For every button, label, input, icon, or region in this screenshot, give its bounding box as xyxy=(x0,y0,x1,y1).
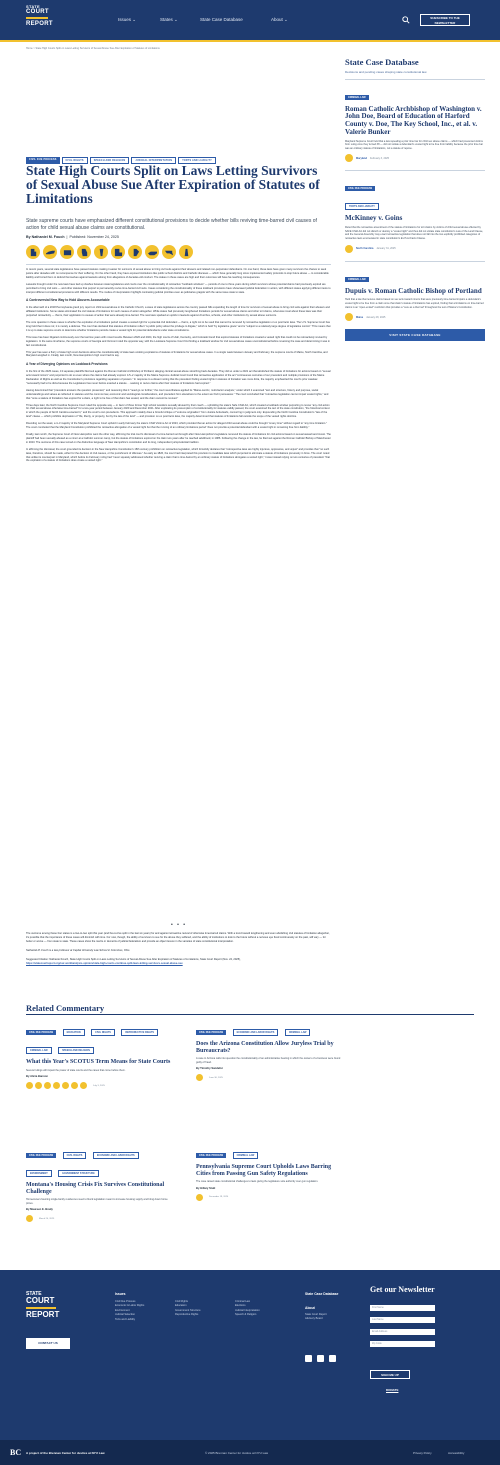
nav-states-label: States ⌄ xyxy=(160,17,178,22)
tag-speech-religion[interactable]: SPEECH AND RELIGION xyxy=(90,157,130,164)
card-meta xyxy=(26,1215,171,1222)
state-badges xyxy=(26,245,193,259)
paragraph: Lawsuits brought under the new laws have tied up clashes between state legislatures and courts over the constitutionality of retroactive "lookback windows" — periods of one to three years during which survivors whose potential claims had previously expired are permitted to bring civil suits — and other statutes that purport to permanently revive time-barred civil suits. Cases considering the constitutionality of these lookback provisions have showcased judicial federalism in action, with different states applying different tests to interpret different constitutional provisions with different results. The modes of interpretation highlight contrasting judicial priorities even as judiciaries grapple with the same issue state to state. xyxy=(26,282,331,294)
card-meta xyxy=(26,1082,171,1089)
author-name[interactable]: By Nathaniel M. Fouch xyxy=(26,235,65,239)
nav-about-label: About ⌄ xyxy=(271,17,288,22)
card-description: The case raised state constitutional challenges to laws giving the legislature sole authority over gun regulation. xyxy=(196,1180,319,1184)
case-title[interactable]: Dupuis v. Roman Catholic Bishop of Portland xyxy=(345,286,482,295)
paragraph: Having determined that "precedent answers the question presented," and reasoning that it "need go no further," the court nevertheless applied its "Maine-centric, multi-factor analysis," under which it examined "text and structure, history and purpose, social understandings and values as reflected in statutes and the common law, economic and sociological considerations, and precedent from elsewhere to the extent we find it persuasive." The court concluded that "retroactive legislation cannot impair vested rights," and that "once a statute of limitations has expired for a claim, a right to be free of that claim has vested, and the claim cannot be revived." xyxy=(26,388,329,400)
kentucky-shape-icon xyxy=(46,248,55,257)
case-state[interactable]: Maine xyxy=(356,315,364,319)
state-badge-louisiana[interactable] xyxy=(111,245,125,259)
state-icon xyxy=(345,313,353,321)
card-tag[interactable]: REPRODUCTIVE RIGHTS xyxy=(121,1029,158,1036)
footer-link[interactable]: Judicial Selection xyxy=(115,1313,136,1317)
bluesky-icon[interactable] xyxy=(329,1355,336,1362)
case-card[interactable] xyxy=(345,79,485,163)
state-badge-maine[interactable] xyxy=(128,245,142,259)
article-body xyxy=(26,268,331,466)
card-title[interactable]: Does the Arizona Constitution Allow Juryless Trial by Bureaucrats? xyxy=(196,1041,334,1054)
state-icon xyxy=(71,1082,78,1089)
paragraph: The core question in these cases is whether the expiration of a limitations period creates a vested right for a potential civil defendant — that is, a right not to be sued that cannot be removed by retroactive legislation or ex post facto laws. The U.S. Supreme Court has long held that it does not; it is merely a defense. The court has declared that statutes of limitation reflect "a public policy about the privilege to litigate," which is held "by legislative grace" and is "subject to a relatively large degree of legislative control." This means that it is up to state supreme courts to determine whether limitations periods create a vested right for potential defendants under state constitutions. xyxy=(26,321,331,332)
state-icon xyxy=(35,1082,42,1089)
paragraph: In affirming the dismissal, the court grounded its decision in the New Hampshire Constitution's 18th century prohibition on retroactive legislation, which forcefully declares that "retrospective laws are highly injurious, oppressive, and unjust" and provides that "no such laws, therefore, should be made, either for the decision of civil causes, or the punishment of offenses." As early as 1826, the court had interpreted this provision to invalidate laws which purported to eliminate a statute of limitations previously in force. The court noted that unlike its counterpart in Maryland, which before its February ruling had "never squarely addressed whether reviving a claim that is time-barred by an ordinary statute of limitations abrogates a vested right," it was instead relying on two centuries of precedent "that the expiration of a statute of limitations does create a vested right." xyxy=(26,447,330,463)
logo-line1: STATE xyxy=(26,1291,42,1297)
case-badge[interactable]: CIVIL DUE PROCESS xyxy=(345,186,375,191)
state-icon xyxy=(62,1082,69,1089)
north-carolina-shape-icon xyxy=(148,248,157,257)
case-badge[interactable]: CRIMINAL LAW xyxy=(345,95,369,100)
case-card[interactable] xyxy=(345,261,485,322)
nav-issues[interactable] xyxy=(118,17,158,23)
breadcrumb[interactable]: Home > State High Courts Split on Laws Letting Survivors of Sexual Abuse Sue After Expiration of Statutes of Limitations xyxy=(26,47,160,50)
state-icon xyxy=(80,1082,87,1089)
footer-link[interactable]: Government Structure xyxy=(175,1308,201,1312)
donate-link[interactable]: DONATE xyxy=(386,1388,399,1392)
maine-shape-icon xyxy=(131,248,140,257)
footer-link[interactable]: Advisory Board xyxy=(305,1317,323,1321)
footer-link[interactable]: Environment xyxy=(115,1308,130,1312)
georgia-shape-icon xyxy=(80,248,89,257)
article-title: State High Courts Split on Laws Letting Survivors of Sexual Abuse Sue After Expiration of Statutes of Limitations xyxy=(26,163,320,206)
card-meta xyxy=(196,1074,341,1081)
card-title[interactable]: Pennsylvania Supreme Court Upholds Laws Barring Cities from Passing Gun Safety Regulations xyxy=(196,1164,332,1177)
footer-link[interactable]: Economic & Labor Rights xyxy=(115,1304,145,1308)
logo-line2: COURT xyxy=(26,9,49,15)
case-meta xyxy=(345,154,485,162)
card-meta xyxy=(196,1194,341,1201)
tag-civil-rights[interactable]: CIVIL RIGHTS xyxy=(62,157,88,164)
related-card[interactable] xyxy=(196,1143,341,1201)
footer-link[interactable]: Elections xyxy=(235,1304,246,1308)
paragraph: In the aftermath of a 2018 Pennsylvania grand jury report on child sexual abuse in the Catholic Church, a wave of state legislatures across the country passed bills expanding the length of time for survivors of sexual abuse to bring civil suits against their abusers and affiliated institutions. Some states eliminated the civil statute of limitations for such causes of action altogether. While states had previously lengthened limitations periods for sexual abuse claims and other tort claims, what was novel about these laws was their purported retroactivity — that is, their application to causes of action that were already time-barred. The new laws sparked an uptick in lawsuits against churches, schools, and other institutions by sexual abuse survivors. xyxy=(26,306,330,318)
case-state[interactable]: Maryland xyxy=(356,156,367,160)
footer-issues-heading: Issues xyxy=(115,1292,126,1296)
state-badge-new-hampshire[interactable] xyxy=(179,245,193,259)
section-separator: • • • xyxy=(171,922,187,928)
card-tag[interactable]: ECONOMIC AND LABOR RIGHTS xyxy=(93,1152,139,1159)
card-tag[interactable]: CIVIL RIGHTS xyxy=(63,1152,87,1159)
paragraph: This year has seen a flurry of state high court decisions about the constitutionality of state laws undoing expirations of statutes of limitations for sexual abuse cases. In a single week between January and February, the supreme courts of Maine, North Carolina, and Maryland weighed in. Finally, last month, New Hampshire's high court had its say. xyxy=(26,350,328,358)
card-author[interactable]: By Hillary Stutt xyxy=(196,1186,216,1190)
bottom-bar xyxy=(0,1440,500,1465)
state-badge-north-carolina[interactable] xyxy=(145,245,159,259)
paragraph: In the first of the 2025 cases, 13 separate plaintiffs filed suit against the Roman Catholic Archbishop of Portland, alleging clerical sexual abuse stretching back decades. They did so under a 2021 act that abolished the statute of limitations for actions based on "sexual acts toward minors" and purported to do so even where the claims had already expired. A 5–2 majority of the Maine Supreme Judicial Court found that retroactive application of the act "contravenes centuries of our precedent and multiple provisions of the Maine Declaration of Rights as well as the Constitution's provisions regarding separation of powers." In response to a dissent noting that the precedent finding vested rights in statutes of limitation was more dicta, the majority emphasized the court's prior caselaw "necessarily had to be dicta because the Legislature has never before enacted a statute ... seeking to revive claims after their statutes of limitations had expired." xyxy=(26,370,331,385)
footer-link[interactable]: Speech & Religion xyxy=(235,1313,257,1317)
zip-code-field[interactable]: Zip Code xyxy=(370,1341,435,1347)
footer-link[interactable]: Civil Rights xyxy=(175,1300,188,1303)
case-badge[interactable]: TORTS AND LIABILITY xyxy=(345,203,379,210)
case-card[interactable] xyxy=(345,170,485,252)
case-badge[interactable]: CRIMINAL LAW xyxy=(345,277,369,282)
card-title[interactable]: What this Year's SCOTUS Term Means for State Courts xyxy=(26,1059,171,1065)
logo-line3: REPORT xyxy=(26,1310,60,1319)
nav-issues-label: Issues ⌄ xyxy=(118,17,137,22)
paragraph: The outcome among these four states is a two-to-two split this year (and five-to-five split in the last six years) for and against retroactive revival of otherwise time-barred claims. With a trend toward lengthening and even abolishing civil statutes of limitation altogether, it's possible that the importance of these cases will diminish with time. For now, though, the ability of survivors to sue for the abuse they suffered, and the ability of institutions to look to the future without a nervous eye fixed continuously on the past, will vary — for better or worse — from state to state. These cases show the merits or demerits of judicial federalism and provide an object lesson in the varieties of state constitutional interpretation. xyxy=(26,932,330,943)
case-description: Maryland Supreme Court held that a law repealing a prior time bar for child sex abuse claims — which had prevented victims from suing once they turned 38 — did not violate a defendant's vested right to be free from liability because the prior time bar was an ordinary statute of limitations, not a statute of repose. xyxy=(345,139,483,150)
paragraph: Three days later, the North Carolina Supreme Court ruled the opposite way — in favor of three former high school wrestlers sexually abused by their coach — upholding the state's Safe Child Act, which created a lookback window purporting to revive "any civil action for child sexual abuse otherwise time-barred" for a two-year period between January 2020 and December 2021. After explicating its presumption of constitutionality for statutes validly passed, the court examined the text of the state constitution, "the historical context in which the people of North Carolina enacted it," and the court's own precedents. This approach notably drew a forceful critique of "extreme originalism" from Justice Anita Earls, concurring in judgment only. Expounding the North Carolina Constitution's "law of the land" clause — which prohibits deprivation of "life, liberty, or property, but by the law of the land" — and provision on ex post facto laws, the majority determined that statutes of limitations fall outside the scope of the vested rights doctrine. xyxy=(26,403,330,419)
state-icon xyxy=(345,154,353,162)
search-icon[interactable] xyxy=(402,16,410,24)
paragraph: In recent years, several state legislatures have passed statutes making it easier for survivors of sexual abuse to bring civil suits against their abusers and related non-perpetrator defendants. On one hand, these laws have given many survivors the chance to seek justice after decades with no recompense for their suffering. On the other hand, they have exposed institutions like public school districts and Catholic dioceses — which have generally long since implemented safety protocols to stop future abuse — to considerable liability and forced them to defend themselves against lawsuits arising from allegations of decades-old conduct. The stakes in these cases are high and their outcomes will have far-reaching consequences. xyxy=(26,268,329,279)
card-tag[interactable]: ECONOMIC AND LABOR RIGHTS xyxy=(233,1029,279,1036)
maryland-shape-icon xyxy=(165,248,174,257)
email-field[interactable]: Email Address xyxy=(370,1329,435,1335)
state-badge-vermont[interactable] xyxy=(94,245,108,259)
card-tag[interactable]: CIVIL DUE PROCESS xyxy=(26,1153,56,1158)
card-description: A case in Arizona calls into question the constitutionality of an administrative hearing in which the owners of a business were found guilty of fraud. xyxy=(196,1057,341,1064)
linkedin-icon[interactable] xyxy=(305,1355,312,1362)
new-hampshire-shape-icon xyxy=(182,248,191,257)
privacy-link[interactable]: Privacy Policy xyxy=(413,1451,432,1455)
paragraph: Rounding out the week, a 4–3 majority of the Maryland Supreme Court upheld in early February the state's Child Victims Act of 2023, which provided that an action for alleged child sexual abuse could be brought "at any time" without regard to "any time limitation." The court concluded that the Maryland Constitution prohibited the retroactive abrogation of a vested right but that the running of an ordinary limitations period "does not provide a potential defendant with a vested right in remaining free from liability." xyxy=(26,422,327,430)
footer-logo[interactable] xyxy=(26,1292,59,1319)
card-tags xyxy=(196,1020,341,1038)
brennan-logo[interactable]: BC xyxy=(10,1448,22,1457)
case-date: February 3, 2025 xyxy=(369,156,390,160)
case-title[interactable]: McKinney v. Goins xyxy=(345,214,403,223)
card-tag[interactable]: EDUCATION xyxy=(63,1029,85,1036)
card-date: July 3, 2025 xyxy=(93,1084,105,1087)
nav-database[interactable] xyxy=(200,17,265,22)
card-author[interactable]: By Timothy Sandefur xyxy=(196,1067,223,1071)
state-badge-colorado[interactable] xyxy=(60,245,74,259)
card-tag[interactable]: CRIMINAL LAW xyxy=(285,1029,311,1036)
card-title[interactable]: Montana's Housing Crisis Fix Survives Constitutional Challenge xyxy=(26,1182,165,1195)
section-heading: A Year of Diverging Opinions on Lookback Provisions xyxy=(26,362,108,367)
tag-torts-liability[interactable]: TORTS AND LIABILITY xyxy=(178,157,216,164)
section-heading: A Controversial New Way to Hold Abusers Accountable xyxy=(26,298,110,303)
case-state[interactable]: North Carolina xyxy=(356,247,374,251)
case-meta xyxy=(345,313,485,321)
author-bio: Nathaniel M. Fouch is a law professor at Capital University Law School in Columbus, Ohio. xyxy=(26,948,131,952)
state-badge-utah[interactable] xyxy=(26,245,40,259)
article-dek: State supreme courts have emphasized different constitutional provisions to decide whether bills reviving time-barred civil causes of action for child sexual abuse claims are constitutional. xyxy=(26,218,317,231)
youtube-icon[interactable] xyxy=(317,1355,324,1362)
logo-bar xyxy=(26,17,48,19)
paragraph: Finally, last month, the Supreme Court of New Hampshire went the other way, affirming the trial court's dismissal of a time-barred suit brought after New Hampshire's legislature removed the statute of limitations for civil actions based on sexual assault and incest. The plaintiff had been sexually abused as a minor at a Catholic summer camp, but the statute of limitations expired on his claim two years after he reached adulthood, in 1986. Following the change in the law, he filed suit against the Roman Catholic Bishop of Manchester in 2023. The outcome of this case turned on the distinctive language of New Hampshire's constitution and its long, independent jurisprudential tradition. xyxy=(26,433,331,444)
card-description: Several rulings will impact the power of state courts and the cases that come before them. xyxy=(26,1068,126,1072)
card-tag[interactable]: SPEECH AND RELIGION xyxy=(58,1047,94,1054)
nav-about[interactable] xyxy=(271,17,310,23)
card-date: June 30, 2025 xyxy=(209,1076,223,1079)
first-name-field[interactable]: First Name xyxy=(370,1305,435,1311)
nav-states[interactable] xyxy=(160,17,200,23)
card-tag[interactable]: CIVIL DUE PROCESS xyxy=(196,1030,226,1035)
related-card[interactable] xyxy=(26,1020,171,1089)
publish-date: Published: November 24, 2025 xyxy=(69,235,119,239)
logo-line3: REPORT xyxy=(26,21,53,27)
sidebar-subtitle: Decisions and pending cases shaping state constitutional law. xyxy=(345,69,428,74)
card-tags xyxy=(26,1020,171,1056)
state-icon xyxy=(26,1215,33,1222)
divider xyxy=(26,264,331,265)
visit-database-button[interactable]: VISIT STATE CASE DATABASE xyxy=(345,329,485,341)
footer-issues-col1 xyxy=(115,1300,144,1322)
case-description: Ruled that the retroactive amendment of the statute of limitations for tort claims by victims of child sexual abuse effected by SAFE Child Act did not disturb or destroy a "vested right" and thus did not violate state constitution's Law of the Land Clause, and the General Assembly may enact retroactive legislation that does not fall into the two explicitly prohibited categories of retroactive laws enumerated in state constitution's Ex Post Facto Clause. xyxy=(345,226,484,241)
state-badge-kentucky[interactable] xyxy=(43,245,57,259)
footer-link[interactable]: Criminal Law xyxy=(235,1300,250,1303)
related-heading: Related Commentary xyxy=(26,1003,105,1013)
state-icon xyxy=(196,1074,203,1081)
case-date: January 31, 2025 xyxy=(376,247,396,251)
louisiana-shape-icon xyxy=(114,248,123,257)
footer-link[interactable]: State Court Report xyxy=(305,1313,327,1316)
card-tag[interactable]: GOVERNMENT STRUCTURE xyxy=(58,1170,99,1177)
footer-database-link[interactable]: State Case Database xyxy=(305,1292,339,1296)
card-tag[interactable]: CIVIL RIGHTS xyxy=(91,1029,115,1036)
byline: By Nathaniel M. Fouch | Published: November 24, 2025 xyxy=(26,235,119,239)
colorado-shape-icon xyxy=(63,248,72,257)
state-badge-georgia[interactable] xyxy=(77,245,91,259)
card-date: March 20, 2025 xyxy=(39,1217,55,1220)
suggested-citation: Suggested Citation: Nathaniel Fouch, State High Courts Split on Laws Letting Survivors of Sexual Abuse Sue After Expiration of Statutes of Limitations, State Court Report (Nov. 24, 2025), xyxy=(26,957,241,961)
card-tags xyxy=(26,1143,171,1179)
footer-link[interactable]: Reproductive Rights xyxy=(175,1313,199,1317)
vermont-shape-icon xyxy=(97,248,106,257)
article-footer xyxy=(26,932,331,965)
accessibility-link[interactable]: Accessibility xyxy=(448,1451,465,1455)
site-logo[interactable] xyxy=(26,5,56,27)
footer-link[interactable]: Torts and Liability xyxy=(115,1317,136,1321)
footer-about-links xyxy=(305,1313,327,1322)
card-tag[interactable]: CRIMINAL LAW xyxy=(233,1152,259,1159)
footer-issues-col3 xyxy=(235,1300,260,1318)
state-icon xyxy=(345,245,353,253)
tag-judicial-interpretation[interactable]: JUDICIAL INTERPRETATION xyxy=(131,157,176,164)
logo-line2: COURT xyxy=(26,1296,55,1305)
card-tag[interactable]: ENVIRONMENT xyxy=(26,1170,52,1177)
nav-database-label: State Case Database xyxy=(200,17,243,22)
state-icon xyxy=(44,1082,51,1089)
state-badge-maryland[interactable] xyxy=(162,245,176,259)
paragraph: This issue has been litigated continuously over the last few years with mixed results. Between 2020 and 2024, the high courts of Utah, Kentucky, and Colorado found that expired statutes of limitations created a vested right that could not be retroactively revived by legislation. In the same timeframe, the supreme courts of Georgia and Vermont ruled the opposite way, with the Louisiana Supreme Court first finding a lookback window for civil sexual abuse cases unconstitutional before reversing the case and determining it was in fact constitutional. xyxy=(26,335,330,347)
case-description: Held that a law that revives claims based on sex acts toward minors that were previously time-barred impairs a defendant's vested right to be free from a claim once that claim's statute of limitations has expired, finding that a limitations on time-barred claims is an "open-ended" restriction that provides a "sure as a thermal" throughout the text of Maine's Constitution. xyxy=(345,298,484,309)
footer-issues-col2 xyxy=(175,1300,201,1318)
state-icon xyxy=(26,1082,33,1089)
logo-line1: STATE xyxy=(26,4,41,9)
footer-about-heading: About xyxy=(305,1306,315,1310)
utah-shape-icon xyxy=(29,248,38,257)
case-date: January 28, 2025 xyxy=(366,315,386,319)
sidebar-case-database xyxy=(345,58,485,341)
tag-civil-due-process[interactable]: CIVIL DUE PROCESS xyxy=(26,157,60,164)
social-links xyxy=(305,1355,336,1362)
card-tag[interactable]: CIVIL DUE PROCESS xyxy=(196,1153,226,1158)
card-description: Homeowners favoring single-family residences sued to block legislation meant to increase housing supply and bring down home prices. xyxy=(26,1198,168,1205)
sidebar-title: State Case Database xyxy=(345,57,419,67)
subscribe-button[interactable]: SUBSCRIBE TO THE NEWSLETTER xyxy=(420,14,470,26)
card-date: December 19, 2024 xyxy=(209,1196,229,1199)
citation-link[interactable]: https://statecourtreport.org/our-work/analysis-opinion/state-high-courts-continue-split-laws-letting-survivors-sexual-abuse-sue xyxy=(26,961,183,965)
card-tag[interactable]: CIVIL DUE PROCESS xyxy=(26,1030,56,1035)
case-meta xyxy=(345,245,485,253)
logo-bar xyxy=(26,1307,56,1309)
footer-link[interactable]: Civil Due Process xyxy=(115,1300,136,1303)
divider xyxy=(26,1014,474,1015)
newsletter-heading: Get our Newsletter xyxy=(370,1285,435,1294)
card-author[interactable]: By Alicia Bannon xyxy=(26,1075,49,1079)
related-card[interactable] xyxy=(26,1143,171,1222)
state-icon xyxy=(196,1194,203,1201)
site-header xyxy=(0,0,500,42)
copyright: © 2025 Brennan Center for Justice at NYU Law xyxy=(205,1451,269,1455)
related-card[interactable] xyxy=(196,1020,341,1081)
card-author[interactable]: By Maureen E. Brady xyxy=(26,1208,53,1212)
project-credit: A project of the Brennan Center for Justice at NYU Law xyxy=(26,1451,105,1455)
contact-us-button[interactable]: CONTACT US xyxy=(26,1338,70,1349)
card-tag[interactable]: CRIMINAL LAW xyxy=(26,1047,52,1054)
footer-link[interactable]: Education xyxy=(175,1304,187,1308)
card-tags xyxy=(196,1143,341,1161)
case-title[interactable]: Roman Catholic Archbishop of Washington v. John Doe, Board of Education of Harford County v. Doe, The Key School, Inc., et al. v. Valerie Bunker xyxy=(345,104,482,136)
sign-up-button[interactable]: SIGN ME UP xyxy=(370,1370,410,1379)
site-footer xyxy=(0,1270,500,1440)
state-icon xyxy=(53,1082,60,1089)
last-name-field[interactable]: Last Name xyxy=(370,1317,435,1323)
footer-link[interactable]: Judicial Interpretation xyxy=(235,1308,260,1312)
